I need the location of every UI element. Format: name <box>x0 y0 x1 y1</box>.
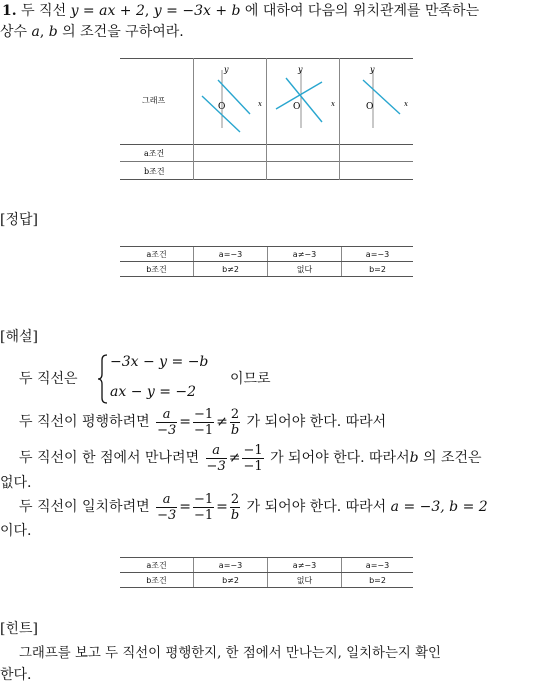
explanation-heading: [해설] <box>0 329 38 345</box>
problem-line-2 <box>0 23 184 41</box>
hint-heading: [힌트] <box>0 621 38 637</box>
fraction <box>156 492 177 523</box>
row-label-a: a조건 <box>144 149 165 158</box>
answer-table <box>120 246 413 277</box>
intersect-line <box>19 441 482 475</box>
answer-heading: [정답] <box>0 212 38 228</box>
row-label-b: b조건 <box>144 167 165 176</box>
y-label-2: y <box>298 65 303 74</box>
fraction <box>242 443 263 474</box>
origin-label-1: O <box>218 102 226 112</box>
not-equal-sign: ≠ <box>228 450 241 466</box>
denominator: b <box>230 422 240 438</box>
problem-text-b: 에 대하여 다음의 위치관계를 만족하는 <box>240 3 480 19</box>
fraction <box>156 407 177 438</box>
denominator: −1 <box>243 458 263 474</box>
equals-sign: = <box>179 414 191 430</box>
answer-row-a <box>120 247 413 262</box>
numerator: −1 <box>193 491 214 507</box>
denominator: −1 <box>193 422 214 438</box>
row-label-graph: 그래프 <box>142 96 166 105</box>
coincide-wrap: 이다. <box>0 523 32 539</box>
hint-line-1: 그래프를 보고 두 직선이 평행한지, 한 점에서 만나는지, 일치하는지 확인 <box>19 646 441 661</box>
x-label-2: x <box>331 100 335 108</box>
numerator: −1 <box>243 442 263 458</box>
graph-coincident <box>363 65 408 128</box>
fraction <box>193 492 214 523</box>
explanation-row-a <box>120 558 413 573</box>
equation-1: y = ax + 2 <box>70 3 145 19</box>
numerator: 2 <box>230 491 240 507</box>
system-equation-2: ax − y = −2 <box>110 384 197 400</box>
equation-2: y = −3x + b <box>153 3 241 19</box>
explanation-cell: b조건 <box>120 573 194 588</box>
problem-line-1 <box>2 2 479 20</box>
numerator: a <box>156 407 177 423</box>
problem-text-c: 상수 <box>0 24 32 40</box>
coincide-line <box>19 490 488 524</box>
explanation-cell: a조건 <box>120 558 194 573</box>
explanation-prefix: 두 직선은 <box>19 371 78 387</box>
answer-cell: a≠−3 <box>268 247 342 262</box>
left-brace <box>96 354 110 404</box>
parallel-prefix: 두 직선이 평행하려면 <box>19 414 150 430</box>
not-equal-sign: ≠ <box>216 414 228 430</box>
intersect-suffix: 가 되어야 한다. 따라서 <box>270 450 410 466</box>
intersect-suffix-2: 의 조건은 <box>423 450 482 466</box>
var-b: b <box>48 24 58 40</box>
intersect-prefix: 두 직선이 한 점에서 만나려면 <box>19 450 200 466</box>
var-b: b <box>409 450 419 466</box>
problem-comma: , <box>144 3 154 19</box>
explanation-suffix: 이므로 <box>230 371 271 387</box>
explanation-cell: a=−3 <box>342 558 414 573</box>
question-table-svg <box>120 58 413 180</box>
answer-cell: b≠2 <box>194 262 268 277</box>
denominator: −3 <box>206 458 226 474</box>
numerator: a <box>156 492 177 508</box>
numerator: a <box>206 443 227 459</box>
explanation-cell: b≠2 <box>194 573 268 588</box>
explanation-cell: a≠−3 <box>268 558 342 573</box>
coincide-prefix: 두 직선이 일치하려면 <box>19 499 150 515</box>
denominator: b <box>230 507 240 523</box>
answer-row-b <box>120 262 413 277</box>
problem-text-d: 의 조건을 구하여라. <box>57 24 184 40</box>
question-table <box>120 58 413 180</box>
answer-cell: 없다 <box>268 262 342 277</box>
explanation-cell: 없다 <box>268 573 342 588</box>
explanation-table <box>120 557 413 588</box>
system-block <box>0 354 533 404</box>
x-label-3: x <box>404 100 408 108</box>
intersect-wrap: 없다. <box>0 475 32 491</box>
problem-number: 1. <box>2 3 17 19</box>
answer-cell: b조건 <box>120 262 194 277</box>
fraction <box>193 407 214 438</box>
equals-sign: = <box>216 499 228 515</box>
numerator: −1 <box>193 406 214 422</box>
graph-parallel <box>202 65 262 132</box>
explanation-row-b <box>120 573 413 588</box>
denominator: −1 <box>193 507 214 523</box>
fraction <box>230 407 240 438</box>
explanation-cell: b=2 <box>342 573 414 588</box>
explanation-cell: a=−3 <box>194 558 268 573</box>
y-label-3: y <box>370 65 375 74</box>
graph-intersecting <box>276 65 335 128</box>
var-a: a <box>31 24 40 40</box>
answer-cell: b=2 <box>342 262 414 277</box>
fraction <box>206 443 227 474</box>
denominator: −3 <box>157 507 177 523</box>
answer-cell: a조건 <box>120 247 194 262</box>
origin-label-3: O <box>366 102 374 112</box>
y-label-1: y <box>224 65 229 74</box>
coincide-suffix: 가 되어야 한다. 따라서 <box>246 499 387 515</box>
fraction <box>230 492 240 523</box>
origin-label-2: O <box>293 102 301 112</box>
problem-sep: , <box>39 24 49 40</box>
equals-sign: = <box>179 499 191 515</box>
hint-line-2: 한다. <box>0 667 32 683</box>
system-equation-1: −3x − y = −b <box>110 354 209 370</box>
parallel-line <box>19 405 386 439</box>
denominator: −3 <box>157 422 177 438</box>
numerator: 2 <box>230 406 240 422</box>
problem-text-a: 두 직선 <box>21 3 71 19</box>
coincide-result: a = −3, b = 2 <box>390 499 488 515</box>
answer-cell: a=−3 <box>342 247 414 262</box>
x-label-1: x <box>258 100 262 108</box>
answer-cell: a=−3 <box>194 247 268 262</box>
parallel-suffix: 가 되어야 한다. 따라서 <box>246 414 387 430</box>
